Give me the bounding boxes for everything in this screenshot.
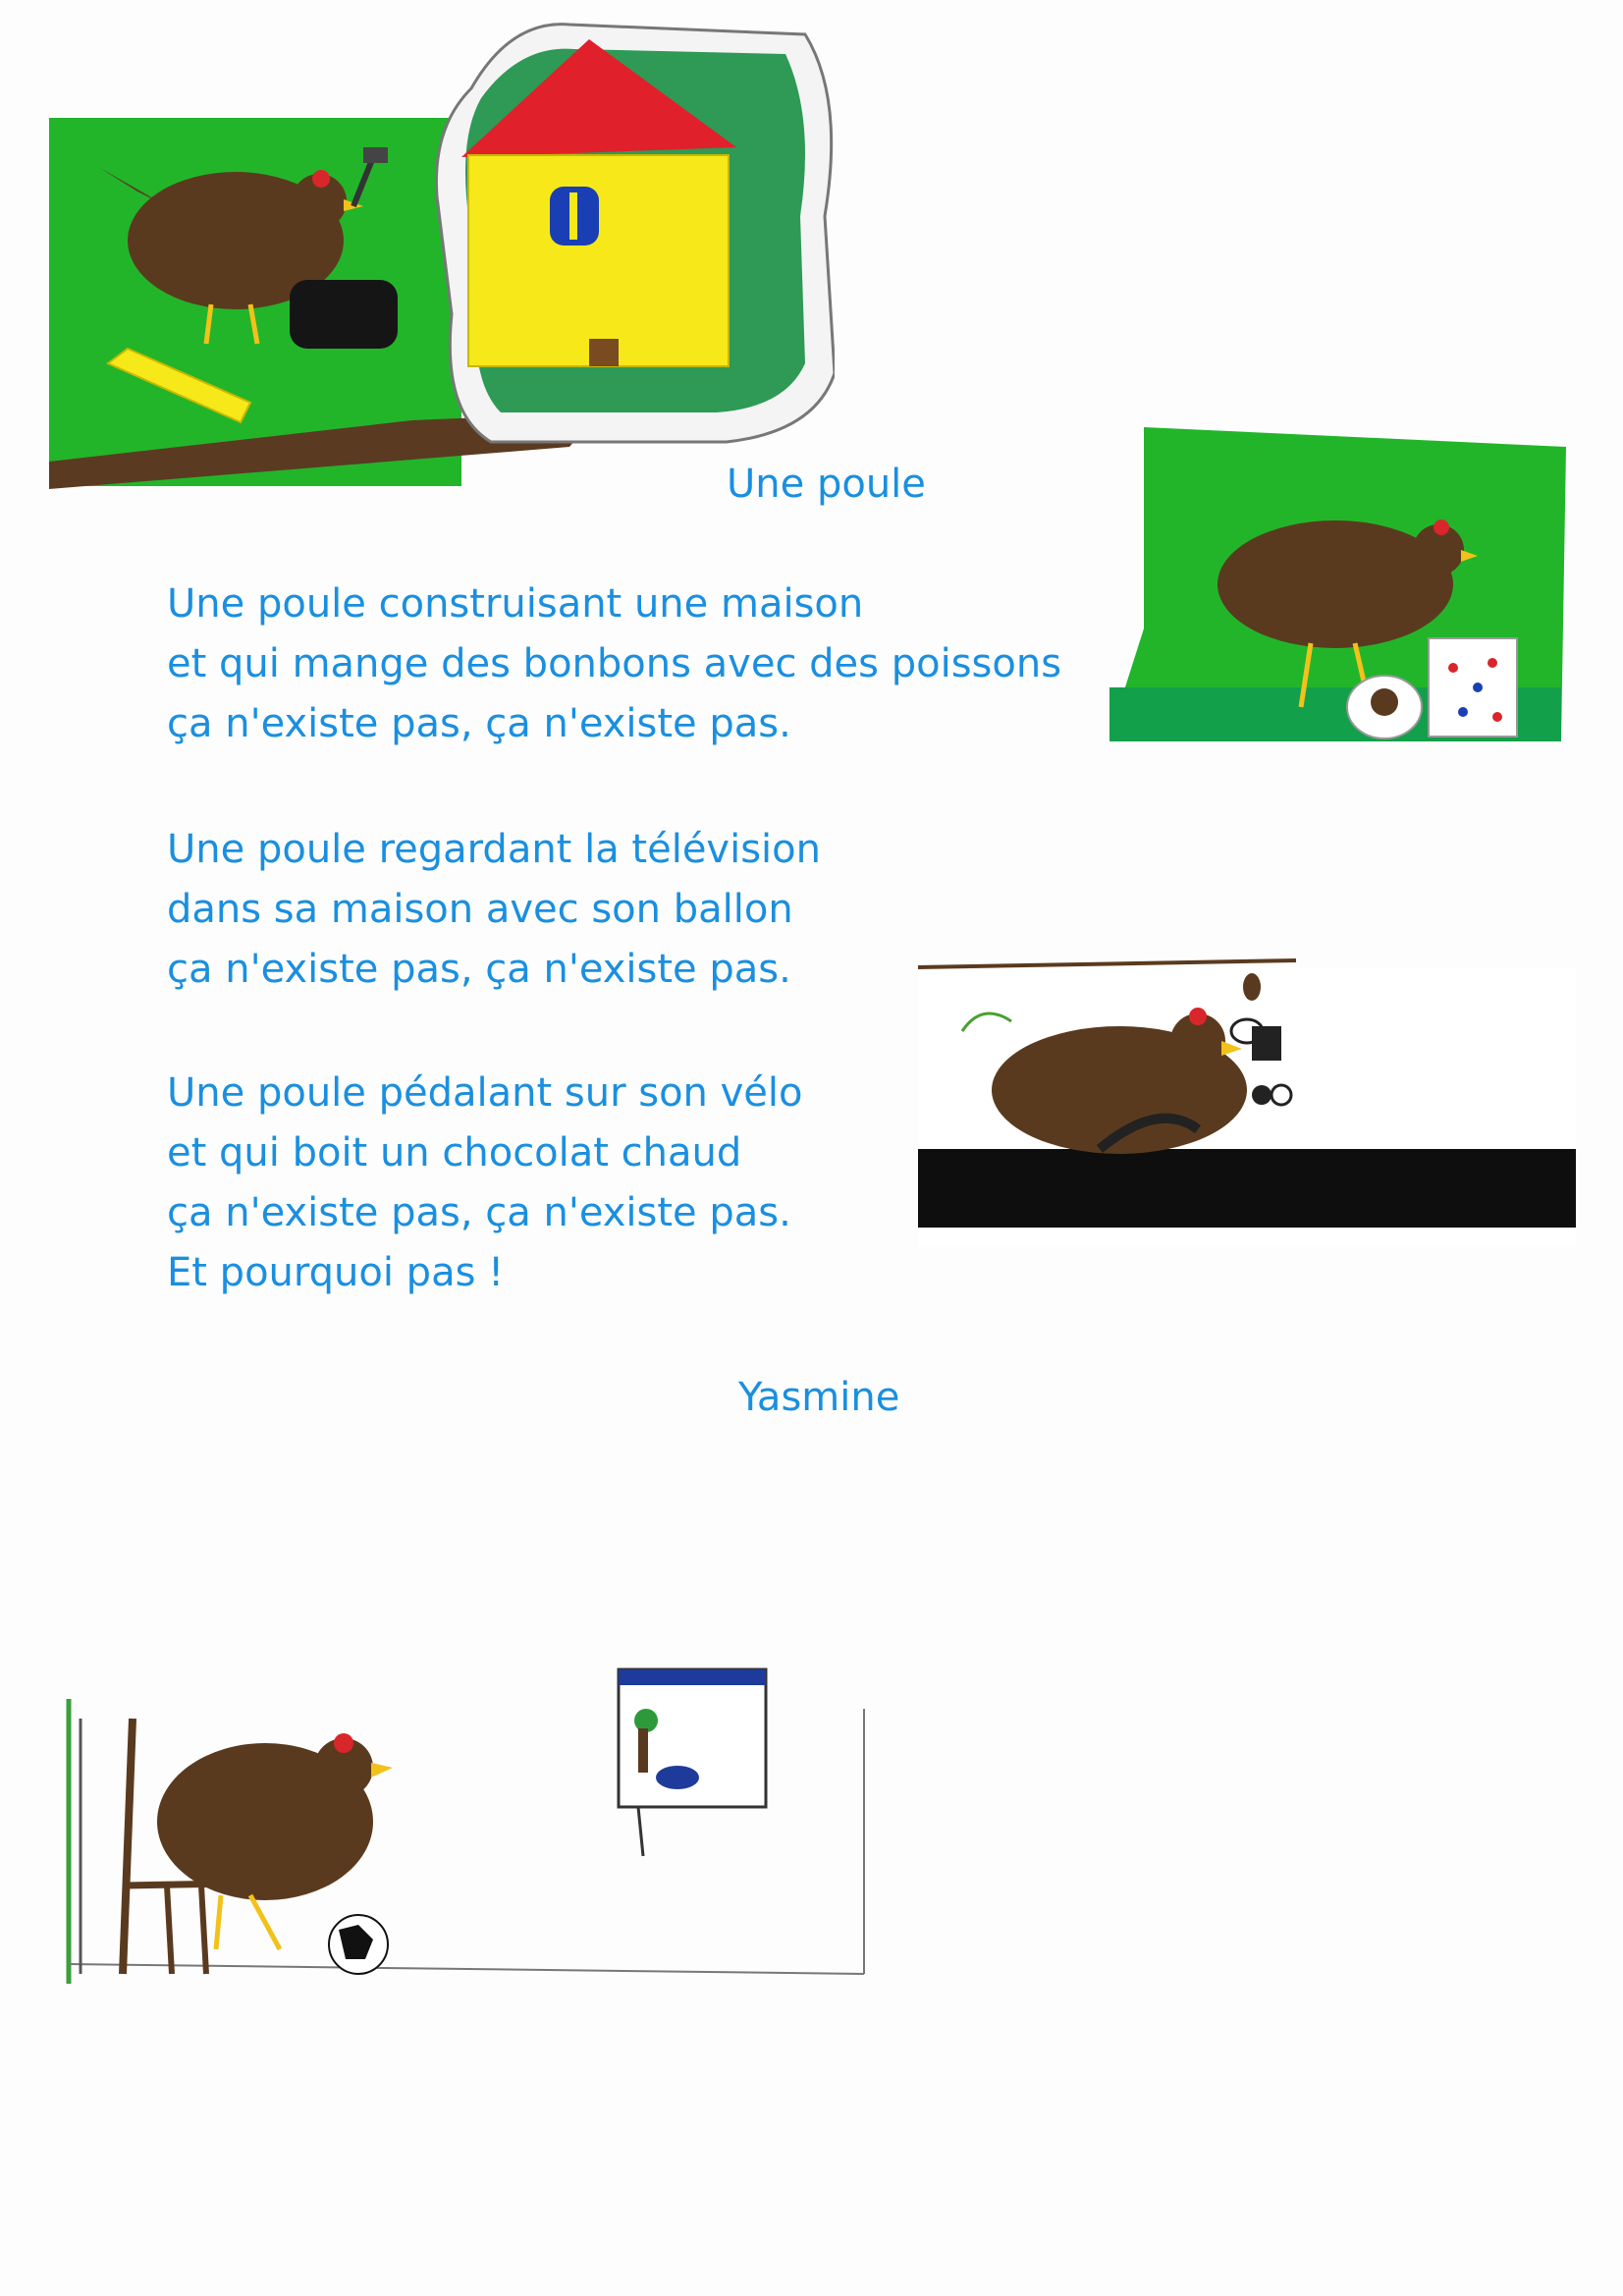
- poem-author: Yasmine: [738, 1375, 900, 1420]
- poem-line: ça n'existe pas, ça n'existe pas.: [167, 701, 791, 746]
- hen-watching-tv-drawing: [59, 1660, 903, 1994]
- hen-eating-candy-drawing: [1090, 373, 1581, 756]
- poem-line: Et pourquoi pas !: [167, 1250, 505, 1295]
- poem-title: Une poule: [727, 462, 926, 507]
- poem-line: Une poule construisant une maison: [167, 581, 864, 627]
- black-road: [918, 1149, 1576, 1228]
- black-bag: [290, 280, 398, 349]
- stanza-2: [167, 820, 821, 1000]
- poem-line: et qui mange des bonbons avec des poissons: [167, 641, 1062, 686]
- hen-on-bicycle-drawing: [903, 923, 1591, 1247]
- chair: [123, 1719, 133, 1974]
- poem-line: Une poule pédalant sur son vélo: [167, 1070, 803, 1116]
- stanza-1: [167, 574, 1061, 754]
- hen-building-house-drawing: [39, 20, 835, 501]
- stanza-3: [167, 1064, 802, 1303]
- poem-line: Une poule regardant la télévision: [167, 827, 821, 872]
- poem-line: ça n'existe pas, ça n'existe pas.: [167, 947, 791, 992]
- poem-line: dans sa maison avec son ballon: [167, 887, 793, 932]
- house-door: [589, 339, 619, 366]
- poem-line: et qui boit un chocolat chaud: [167, 1130, 742, 1175]
- poem-line: ça n'existe pas, ça n'existe pas.: [167, 1190, 791, 1235]
- chocolate-cup: [1252, 1026, 1281, 1061]
- house-wall: [468, 155, 729, 366]
